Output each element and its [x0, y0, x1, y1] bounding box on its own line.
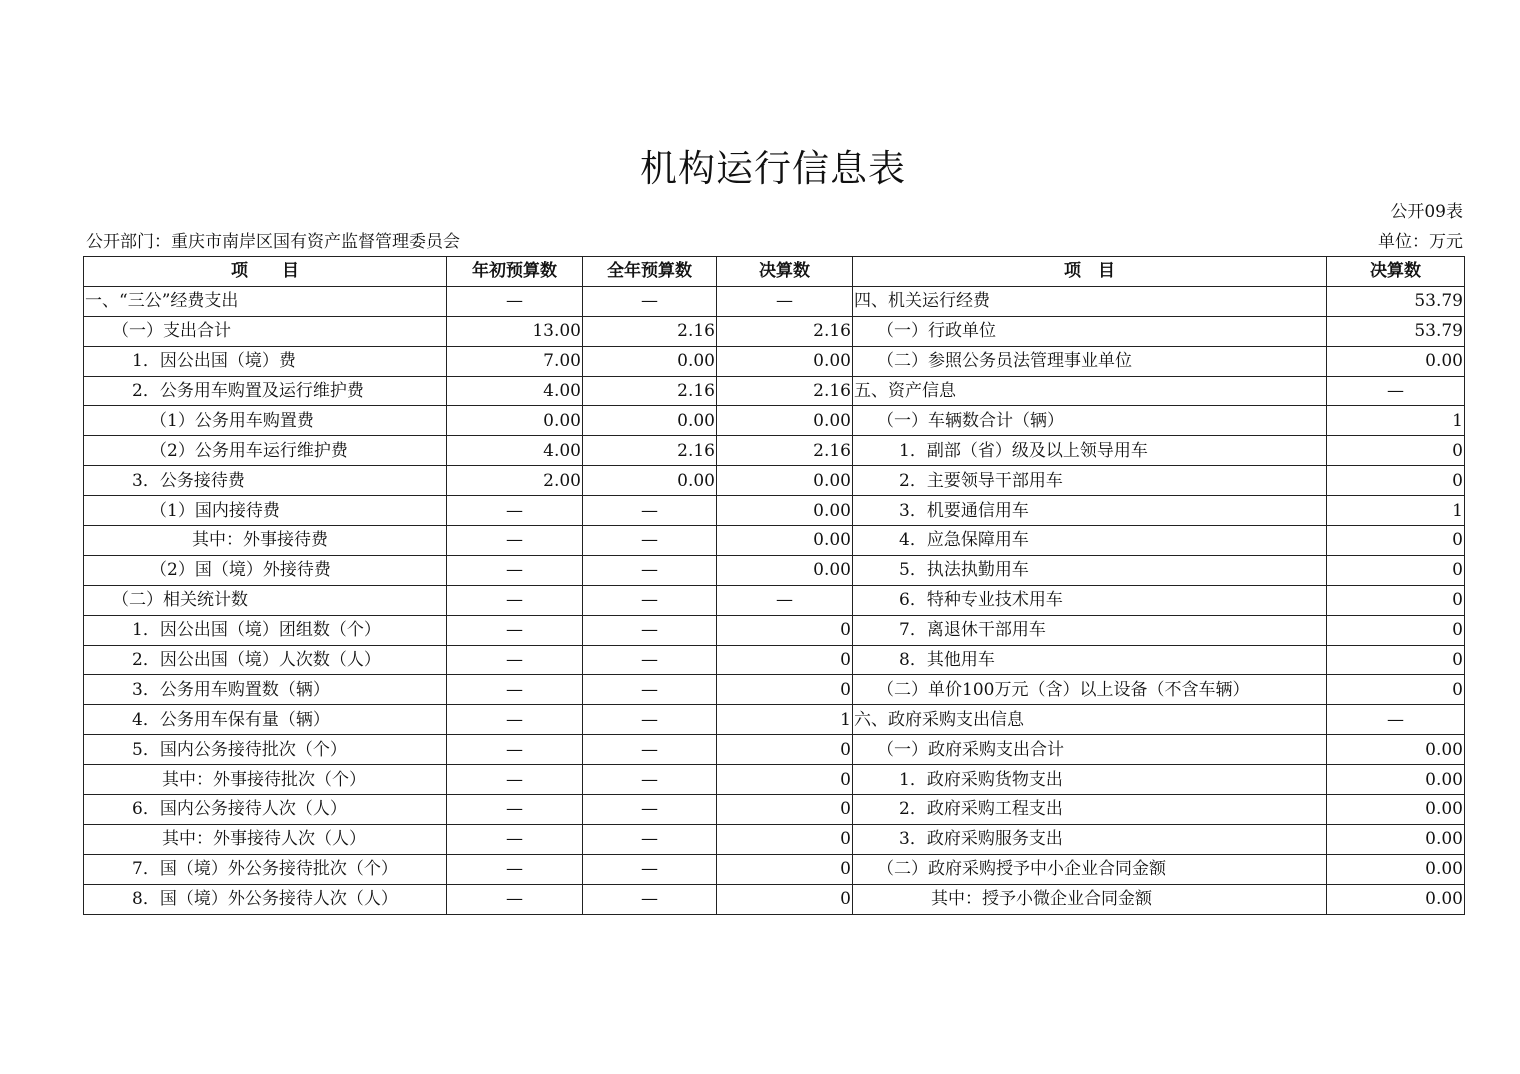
- annual-budget-cell: —: [583, 735, 717, 765]
- right-item-label: 2．政府采购工程支出: [853, 795, 1327, 825]
- right-item-label: （一）车辆数合计（辆）: [853, 406, 1327, 436]
- final-account-cell: —: [717, 286, 853, 316]
- right-item-label: （二）政府采购授予中小企业合同金额: [853, 854, 1327, 884]
- initial-budget-cell: 13.00: [447, 316, 583, 346]
- table-body: [84, 286, 1465, 914]
- annual-budget-cell: 2.16: [583, 436, 717, 466]
- final-account-cell: 0: [717, 615, 853, 645]
- right-final-account-cell: 53.79: [1327, 316, 1465, 346]
- right-item-label: 8．其他用车: [853, 645, 1327, 675]
- initial-budget-cell: —: [447, 615, 583, 645]
- final-account-cell: 0.00: [717, 526, 853, 556]
- left-item-label: 4．公务用车保有量（辆）: [84, 705, 447, 735]
- left-item-label: （1）国内接待费: [84, 496, 447, 526]
- annual-budget-cell: —: [583, 555, 717, 585]
- final-account-cell: 0: [717, 824, 853, 854]
- right-final-account-cell: 0: [1327, 585, 1465, 615]
- final-account-cell: 1: [717, 705, 853, 735]
- right-item-label: 7．离退休干部用车: [853, 615, 1327, 645]
- table-row: [84, 795, 1465, 825]
- annual-budget-cell: —: [583, 526, 717, 556]
- annual-budget-cell: —: [583, 645, 717, 675]
- initial-budget-cell: —: [447, 795, 583, 825]
- annual-budget-cell: 2.16: [583, 376, 717, 406]
- right-final-account-cell: 53.79: [1327, 286, 1465, 316]
- annual-budget-cell: —: [583, 854, 717, 884]
- annual-budget-cell: 0.00: [583, 466, 717, 496]
- annual-budget-cell: —: [583, 884, 717, 914]
- table-row: [84, 854, 1465, 884]
- final-account-cell: 0: [717, 854, 853, 884]
- right-item-label: 四、机关运行经费: [853, 286, 1327, 316]
- final-account-cell: 0: [717, 884, 853, 914]
- final-account-cell: 2.16: [717, 376, 853, 406]
- left-item-label: 6．国内公务接待人次（人）: [84, 795, 447, 825]
- right-final-account-cell: 0: [1327, 436, 1465, 466]
- table-row: [84, 735, 1465, 765]
- left-item-label: 一、“三公”经费支出: [84, 286, 447, 316]
- initial-budget-cell: —: [447, 824, 583, 854]
- final-account-cell: 0: [717, 645, 853, 675]
- right-item-label: 1．副部（省）级及以上领导用车: [853, 436, 1327, 466]
- form-number: 公开09表: [1390, 202, 1463, 222]
- initial-budget-cell: 2.00: [447, 466, 583, 496]
- initial-budget-cell: —: [447, 765, 583, 795]
- left-item-label: 5．国内公务接待批次（个）: [84, 735, 447, 765]
- table-row: [84, 436, 1465, 466]
- annual-budget-cell: —: [583, 585, 717, 615]
- left-item-label: 1．因公出国（境）团组数（个）: [84, 615, 447, 645]
- initial-budget-cell: —: [447, 705, 583, 735]
- table-row: [84, 526, 1465, 556]
- table-row: [84, 466, 1465, 496]
- final-account-cell: 0.00: [717, 346, 853, 376]
- annual-budget-cell: 0.00: [583, 346, 717, 376]
- right-final-account-cell: 0: [1327, 675, 1465, 705]
- table-row: [84, 346, 1465, 376]
- right-final-account-cell: 0.00: [1327, 795, 1465, 825]
- initial-budget-cell: —: [447, 286, 583, 316]
- right-final-account-cell: 0: [1327, 466, 1465, 496]
- header-final-account: 决算数: [717, 257, 853, 287]
- left-item-label: 其中：外事接待费: [84, 526, 447, 556]
- left-item-label: 3．公务接待费: [84, 466, 447, 496]
- left-item-label: 2．因公出国（境）人次数（人）: [84, 645, 447, 675]
- initial-budget-cell: —: [447, 496, 583, 526]
- right-final-account-cell: 0: [1327, 615, 1465, 645]
- final-account-cell: 0: [717, 795, 853, 825]
- table-row: [84, 585, 1465, 615]
- table-row: [84, 645, 1465, 675]
- annual-budget-cell: —: [583, 675, 717, 705]
- final-account-cell: 0.00: [717, 555, 853, 585]
- annual-budget-cell: —: [583, 824, 717, 854]
- final-account-cell: 0: [717, 765, 853, 795]
- right-item-label: （二）单价100万元（含）以上设备（不含车辆）: [853, 675, 1327, 705]
- left-item-label: 2．公务用车购置及运行维护费: [84, 376, 447, 406]
- header-initial-budget: 年初预算数: [447, 257, 583, 287]
- final-account-cell: 0.00: [717, 466, 853, 496]
- right-final-account-cell: 0.00: [1327, 854, 1465, 884]
- header-annual-budget: 全年预算数: [583, 257, 717, 287]
- right-item-label: 5．执法执勤用车: [853, 555, 1327, 585]
- header-row: [84, 257, 1465, 287]
- right-final-account-cell: 0.00: [1327, 346, 1465, 376]
- institution-operation-table: [83, 256, 1465, 915]
- left-item-label: （一）支出合计: [84, 316, 447, 346]
- table-row: [84, 824, 1465, 854]
- annual-budget-cell: —: [583, 795, 717, 825]
- table-row: [84, 884, 1465, 914]
- table-row: [84, 376, 1465, 406]
- final-account-cell: 0: [717, 735, 853, 765]
- right-item-label: （二）参照公务员法管理事业单位: [853, 346, 1327, 376]
- initial-budget-cell: —: [447, 555, 583, 585]
- initial-budget-cell: 0.00: [447, 406, 583, 436]
- left-item-label: （二）相关统计数: [84, 585, 447, 615]
- table-row: [84, 675, 1465, 705]
- final-account-cell: 2.16: [717, 436, 853, 466]
- right-final-account-cell: 0.00: [1327, 824, 1465, 854]
- final-account-cell: 2.16: [717, 316, 853, 346]
- initial-budget-cell: 4.00: [447, 376, 583, 406]
- table-row: [84, 406, 1465, 436]
- initial-budget-cell: —: [447, 735, 583, 765]
- initial-budget-cell: 4.00: [447, 436, 583, 466]
- initial-budget-cell: —: [447, 645, 583, 675]
- annual-budget-cell: —: [583, 705, 717, 735]
- header-item: 项 目: [84, 257, 447, 287]
- table-row: [84, 496, 1465, 526]
- right-final-account-cell: 0: [1327, 645, 1465, 675]
- right-item-label: 其中：授予小微企业合同金额: [853, 884, 1327, 914]
- right-item-label: 3．机要通信用车: [853, 496, 1327, 526]
- left-item-label: 3．公务用车购置数（辆）: [84, 675, 447, 705]
- right-item-label: 六、政府采购支出信息: [853, 705, 1327, 735]
- right-item-label: 2．主要领导干部用车: [853, 466, 1327, 496]
- left-item-label: （1）公务用车购置费: [84, 406, 447, 436]
- annual-budget-cell: 2.16: [583, 316, 717, 346]
- left-item-label: 1．因公出国（境）费: [84, 346, 447, 376]
- left-item-label: 8．国（境）外公务接待人次（人）: [84, 884, 447, 914]
- right-item-label: 1．政府采购货物支出: [853, 765, 1327, 795]
- right-item-label: 五、资产信息: [853, 376, 1327, 406]
- annual-budget-cell: —: [583, 286, 717, 316]
- annual-budget-cell: 0.00: [583, 406, 717, 436]
- annual-budget-cell: —: [583, 496, 717, 526]
- table-row: [84, 555, 1465, 585]
- initial-budget-cell: —: [447, 854, 583, 884]
- final-account-cell: 0.00: [717, 406, 853, 436]
- right-final-account-cell: 1: [1327, 406, 1465, 436]
- table-row: [84, 286, 1465, 316]
- right-item-label: 6．特种专业技术用车: [853, 585, 1327, 615]
- table-row: [84, 765, 1465, 795]
- right-item-label: 4．应急保障用车: [853, 526, 1327, 556]
- initial-budget-cell: —: [447, 526, 583, 556]
- left-item-label: （2）公务用车运行维护费: [84, 436, 447, 466]
- right-item-label: （一）行政单位: [853, 316, 1327, 346]
- right-final-account-cell: 0: [1327, 555, 1465, 585]
- final-account-cell: —: [717, 585, 853, 615]
- left-item-label: 其中：外事接待人次（人）: [84, 824, 447, 854]
- right-final-account-cell: 0.00: [1327, 735, 1465, 765]
- initial-budget-cell: —: [447, 884, 583, 914]
- right-item-label: 3．政府采购服务支出: [853, 824, 1327, 854]
- page-title: 机构运行信息表: [640, 147, 906, 190]
- left-item-label: 其中：外事接待批次（个）: [84, 765, 447, 795]
- department-label: 公开部门：重庆市南岸区国有资产监督管理委员会: [86, 232, 460, 252]
- final-account-cell: 0.00: [717, 496, 853, 526]
- right-final-account-cell: 0: [1327, 526, 1465, 556]
- annual-budget-cell: —: [583, 765, 717, 795]
- left-item-label: （2）国（境）外接待费: [84, 555, 447, 585]
- initial-budget-cell: —: [447, 675, 583, 705]
- right-final-account-cell: 0.00: [1327, 884, 1465, 914]
- right-final-account-cell: 1: [1327, 496, 1465, 526]
- left-item-label: 7．国（境）外公务接待批次（个）: [84, 854, 447, 884]
- table-row: [84, 316, 1465, 346]
- unit-label: 单位：万元: [1378, 232, 1463, 252]
- initial-budget-cell: 7.00: [447, 346, 583, 376]
- right-final-account-cell: —: [1327, 705, 1465, 735]
- table-row: [84, 615, 1465, 645]
- right-item-label: （一）政府采购支出合计: [853, 735, 1327, 765]
- header-final-account-right: 决算数: [1327, 257, 1465, 287]
- annual-budget-cell: —: [583, 615, 717, 645]
- right-final-account-cell: —: [1327, 376, 1465, 406]
- table-row: [84, 705, 1465, 735]
- initial-budget-cell: —: [447, 585, 583, 615]
- right-final-account-cell: 0.00: [1327, 765, 1465, 795]
- final-account-cell: 0: [717, 675, 853, 705]
- header-item-right: 项 目: [853, 257, 1327, 287]
